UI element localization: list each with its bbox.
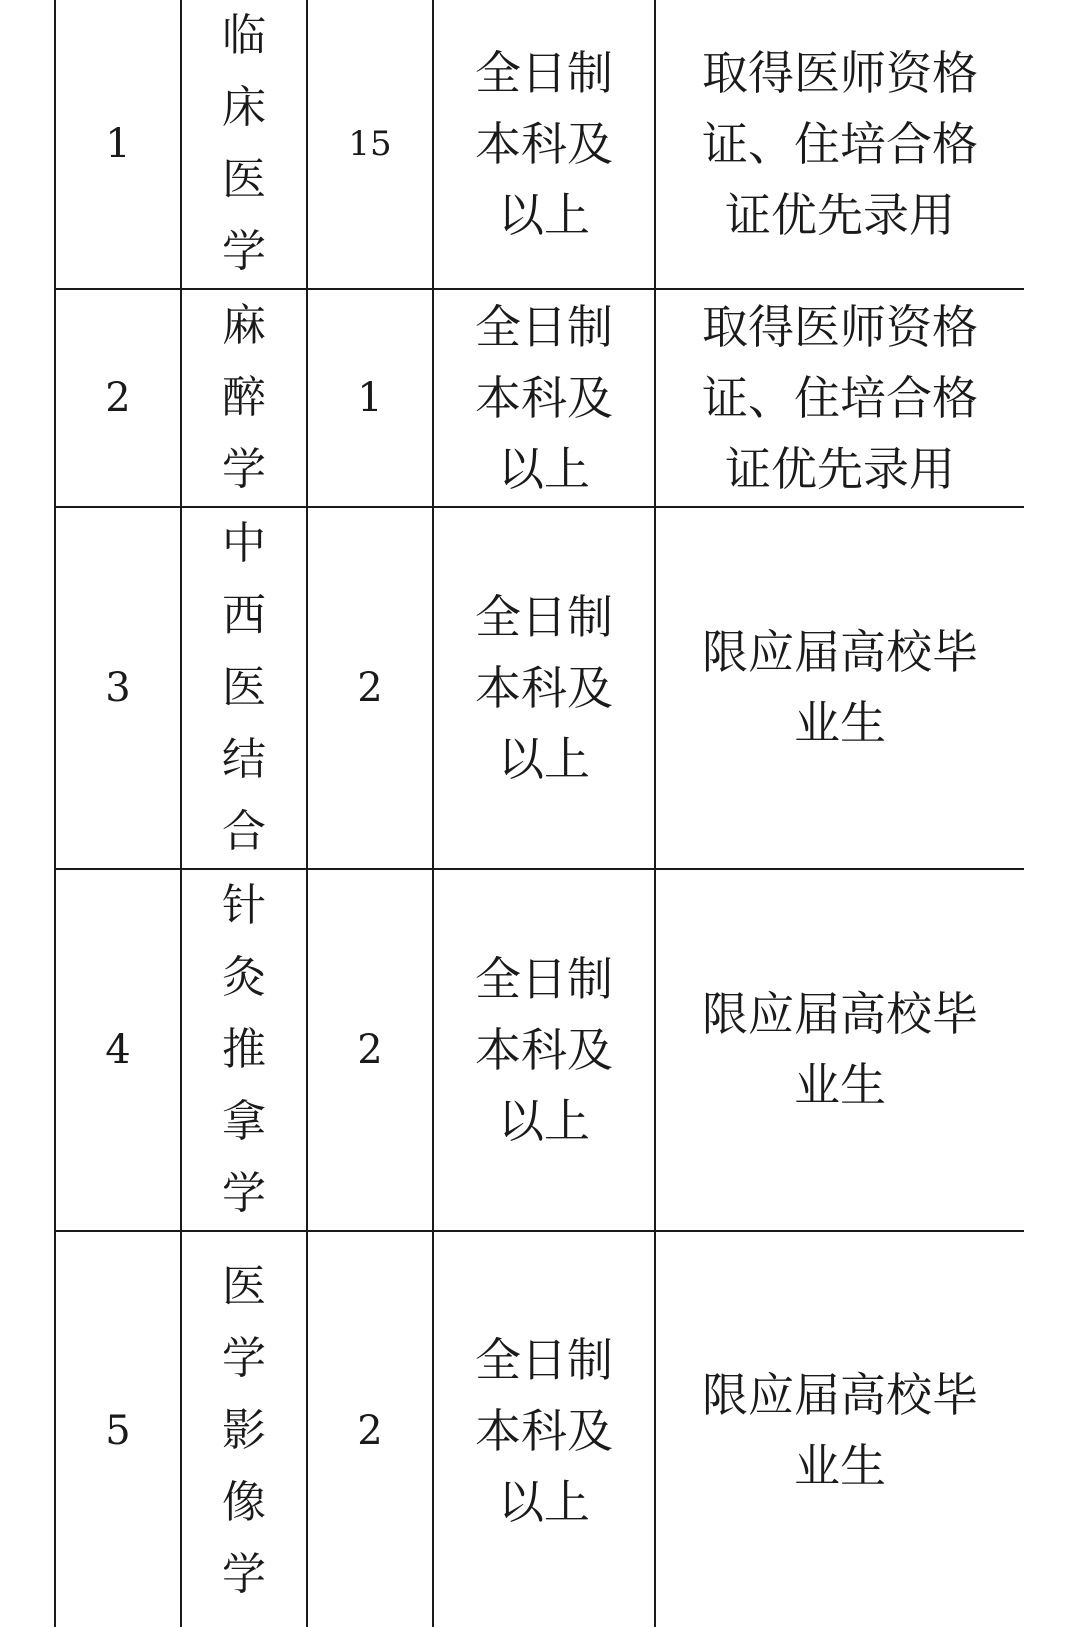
table-row bbox=[55, 0, 1024, 289]
count-cell bbox=[307, 289, 433, 507]
requirement-cell bbox=[655, 507, 1024, 869]
education-cell bbox=[433, 1231, 655, 1627]
row-number: 5 bbox=[105, 1408, 131, 1454]
education-requirement: 全日制本科及以上 bbox=[475, 299, 613, 496]
recruitment-table bbox=[54, 0, 1024, 1627]
count-cell bbox=[307, 0, 433, 289]
row-number: 4 bbox=[105, 1027, 131, 1073]
other-requirement: 取得医师资格证、住培合格证优先录用 bbox=[702, 45, 978, 242]
table-row bbox=[55, 1231, 1024, 1627]
row-number: 2 bbox=[105, 375, 131, 421]
requirement-cell bbox=[655, 0, 1024, 289]
position-count: 2 bbox=[357, 1408, 383, 1454]
position-count: 1 bbox=[357, 375, 383, 421]
major-cell bbox=[181, 1231, 307, 1627]
major-name: 医学影像学 bbox=[222, 1261, 266, 1600]
row-number: 1 bbox=[105, 121, 131, 167]
major-cell bbox=[181, 507, 307, 869]
requirement-cell bbox=[655, 1231, 1024, 1627]
education-cell bbox=[433, 507, 655, 869]
position-count: 2 bbox=[357, 1027, 383, 1073]
education-cell bbox=[433, 0, 655, 289]
major-cell bbox=[181, 289, 307, 507]
row-number-cell bbox=[55, 0, 181, 289]
requirement-cell bbox=[655, 869, 1024, 1231]
other-requirement: 限应届高校毕业生 bbox=[702, 1368, 978, 1493]
row-number-cell bbox=[55, 869, 181, 1231]
major-name: 针灸推拿学 bbox=[222, 880, 266, 1219]
row-number-cell bbox=[55, 1231, 181, 1627]
count-cell bbox=[307, 507, 433, 869]
position-count: 2 bbox=[357, 665, 383, 711]
major-cell bbox=[181, 0, 307, 289]
table-row bbox=[55, 507, 1024, 869]
other-requirement: 限应届高校毕业生 bbox=[702, 625, 978, 750]
position-count: 15 bbox=[348, 124, 392, 164]
major-name: 中西医结合 bbox=[222, 518, 266, 857]
education-cell bbox=[433, 869, 655, 1231]
row-number: 3 bbox=[105, 665, 131, 711]
education-requirement: 全日制本科及以上 bbox=[475, 589, 613, 786]
other-requirement: 限应届高校毕业生 bbox=[702, 987, 978, 1112]
major-cell bbox=[181, 869, 307, 1231]
education-requirement: 全日制本科及以上 bbox=[475, 45, 613, 242]
table-row bbox=[55, 289, 1024, 507]
education-requirement: 全日制本科及以上 bbox=[475, 1332, 613, 1529]
row-number-cell bbox=[55, 289, 181, 507]
major-name: 麻醉学 bbox=[222, 300, 266, 495]
row-number-cell bbox=[55, 507, 181, 869]
requirement-cell bbox=[655, 289, 1024, 507]
education-cell bbox=[433, 289, 655, 507]
recruitment-table-container bbox=[54, 0, 1024, 1627]
major-name: 临床医学 bbox=[222, 10, 266, 277]
count-cell bbox=[307, 1231, 433, 1627]
education-requirement: 全日制本科及以上 bbox=[475, 951, 613, 1148]
other-requirement: 取得医师资格证、住培合格证优先录用 bbox=[702, 299, 978, 496]
table-row bbox=[55, 869, 1024, 1231]
count-cell bbox=[307, 869, 433, 1231]
